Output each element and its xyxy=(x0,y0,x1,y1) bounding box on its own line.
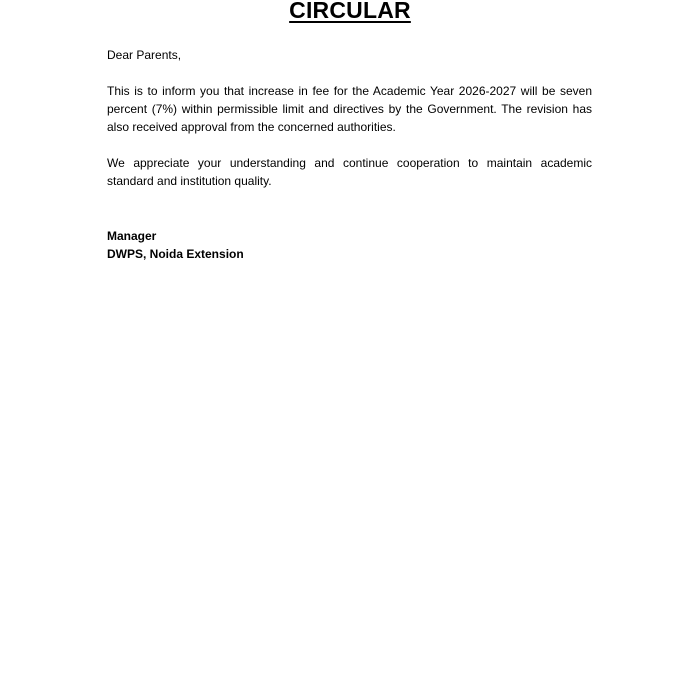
body-paragraph-fee-increase: This is to inform you that increase in fee for the Academic Year 2026-2027 will be seven percent (7%) within permissible limit and directives by the Government. The revision has also received approval from the concerned authorities. xyxy=(107,84,592,134)
signatory-title: Manager xyxy=(107,229,157,243)
signatory-organization: DWPS, Noida Extension xyxy=(107,247,244,261)
salutation: Dear Parents, xyxy=(107,48,182,62)
body-paragraph-appreciation: We appreciate your understanding and continue cooperation to maintain academic standard and institution quality. xyxy=(107,156,592,188)
document-title: CIRCULAR xyxy=(289,0,411,23)
